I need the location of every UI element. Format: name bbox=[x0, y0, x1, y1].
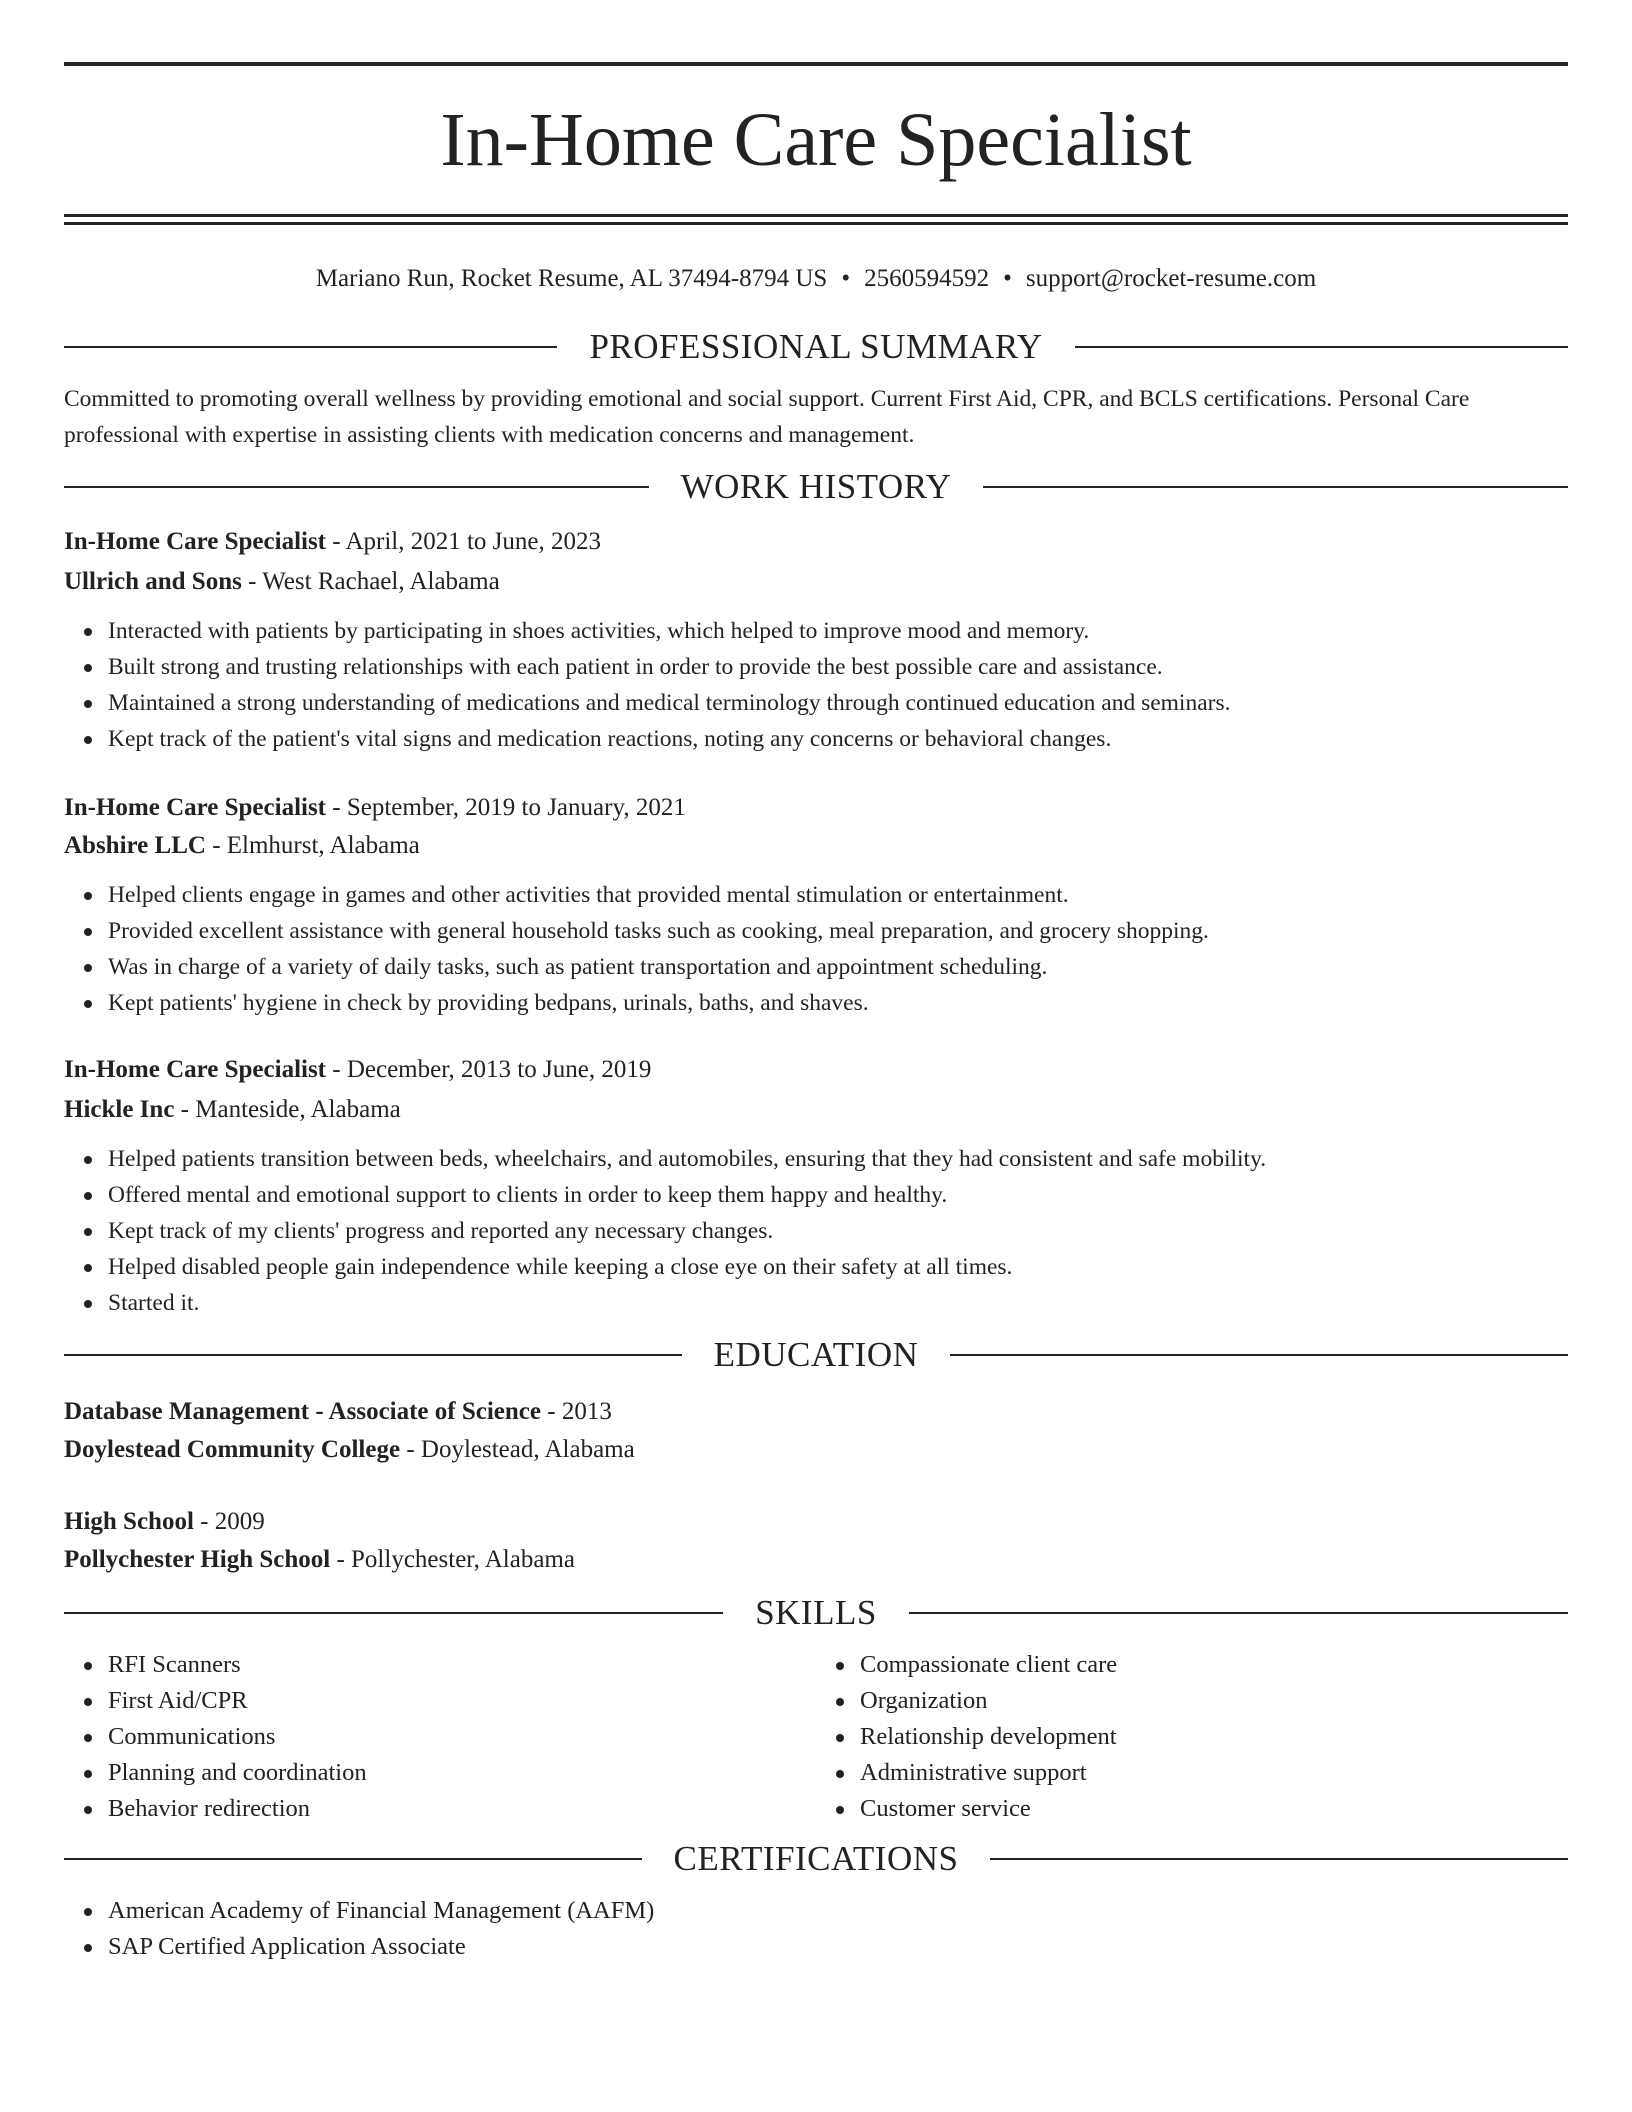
heading-rule-right bbox=[1075, 346, 1568, 348]
section-heading-education bbox=[64, 1333, 1568, 1377]
job-title: In-Home Care Specialist bbox=[64, 528, 327, 555]
job-dates: - December, 2013 to June, 2019 bbox=[326, 1056, 652, 1083]
degree-name: Database Management - Associate of Science bbox=[64, 1398, 541, 1425]
list-item: Relationship development bbox=[860, 1719, 1568, 1755]
section-title: EDUCATION bbox=[713, 1335, 919, 1374]
job-entry bbox=[64, 789, 1568, 1021]
job-duties-list bbox=[64, 613, 1568, 757]
school-location: - Doylestead, Alabama bbox=[400, 1436, 635, 1463]
list-item: American Academy of Financial Management (AAFM) bbox=[108, 1893, 1568, 1929]
list-item: Kept track of the patient's vital signs and medication reactions, noting any concerns or behavioral changes. bbox=[108, 721, 1568, 757]
section-title: WORK HISTORY bbox=[680, 467, 952, 506]
list-item: Started it. bbox=[108, 1285, 1568, 1321]
heading-rule-left bbox=[64, 1612, 723, 1614]
skills-grid bbox=[64, 1647, 1568, 1827]
list-item: Offered mental and emotional support to clients in order to keep them happy and healthy. bbox=[108, 1177, 1568, 1213]
job-title: In-Home Care Specialist bbox=[64, 1056, 327, 1083]
heading-rule-left bbox=[64, 346, 557, 348]
job-company: Abshire LLC bbox=[64, 832, 206, 859]
section-heading-summary bbox=[64, 325, 1568, 369]
title-double-rule bbox=[64, 214, 1568, 225]
list-item: Kept patients' hygiene in check by providing bedpans, urinals, baths, and shaves. bbox=[108, 985, 1568, 1021]
summary-text: Committed to promoting overall wellness by providing emotional and social support. Current First Aid, CPR, and BCLS certifications. Personal Care professional with expertise in assisting clients with medication concerns and management. bbox=[64, 386, 1470, 448]
job-entry bbox=[64, 523, 1568, 757]
job-dates: - April, 2021 to June, 2023 bbox=[326, 528, 602, 555]
section-heading-certifications bbox=[64, 1837, 1568, 1881]
contact-line bbox=[64, 263, 1568, 295]
list-item: Maintained a strong understanding of medications and medical terminology through continued education and seminars. bbox=[108, 685, 1568, 721]
section-title: SKILLS bbox=[755, 1593, 877, 1632]
certifications-list bbox=[64, 1893, 1568, 1965]
certifications-block bbox=[64, 1893, 1568, 1965]
job-duties-list bbox=[64, 877, 1568, 1021]
job-location: - Elmhurst, Alabama bbox=[205, 832, 420, 859]
heading-rule-right bbox=[990, 1858, 1568, 1860]
job-location: - West Rachael, Alabama bbox=[241, 568, 500, 595]
list-item: Compassionate client care bbox=[860, 1647, 1568, 1683]
education-entry bbox=[64, 1503, 1568, 1579]
job-duties-list bbox=[64, 1141, 1568, 1321]
job-company: Ullrich and Sons bbox=[64, 568, 242, 595]
list-item: Helped clients engage in games and other activities that provided mental stimulation or entertainment. bbox=[108, 877, 1568, 913]
job-company-line bbox=[64, 1091, 1568, 1129]
list-item: Administrative support bbox=[860, 1755, 1568, 1791]
list-item: Helped patients transition between beds, wheelchairs, and automobiles, ensuring that they had consistent and safe mobility. bbox=[108, 1141, 1568, 1177]
list-item: RFI Scanners bbox=[108, 1647, 816, 1683]
list-item: First Aid/CPR bbox=[108, 1683, 816, 1719]
degree-year: - 2009 bbox=[193, 1508, 265, 1535]
job-dates: - September, 2019 to January, 2021 bbox=[326, 794, 686, 821]
job-title-line bbox=[64, 523, 1568, 561]
section-title: PROFESSIONAL SUMMARY bbox=[589, 327, 1043, 366]
school-line bbox=[64, 1541, 1568, 1579]
degree-line bbox=[64, 1503, 1568, 1541]
school-line bbox=[64, 1431, 1568, 1469]
heading-rule-left bbox=[64, 486, 649, 488]
contact-separator: • bbox=[1003, 265, 1012, 292]
job-company: Hickle Inc bbox=[64, 1096, 175, 1123]
list-item: Communications bbox=[108, 1719, 816, 1755]
job-company-line bbox=[64, 563, 1568, 601]
list-item: Was in charge of a variety of daily tasks, such as patient transportation and appointment scheduling. bbox=[108, 949, 1568, 985]
job-location: - Manteside, Alabama bbox=[174, 1096, 401, 1123]
skills-list-left bbox=[64, 1647, 816, 1827]
degree-line bbox=[64, 1393, 1568, 1431]
job-entry bbox=[64, 1051, 1568, 1321]
heading-rule-right bbox=[950, 1354, 1568, 1356]
job-title-line bbox=[64, 1051, 1568, 1089]
section-heading-work-history bbox=[64, 465, 1568, 509]
education-entry bbox=[64, 1393, 1568, 1469]
resume-title: In-Home Care Specialist bbox=[440, 98, 1192, 182]
job-title-line bbox=[64, 789, 1568, 827]
list-item: Built strong and trusting relationships with each patient in order to provide the best possible care and assistance. bbox=[108, 649, 1568, 685]
heading-rule-left bbox=[64, 1858, 642, 1860]
list-item: Interacted with patients by participating in shoes activities, which helped to improve mood and memory. bbox=[108, 613, 1568, 649]
list-item: SAP Certified Application Associate bbox=[108, 1929, 1568, 1965]
school-location: - Pollychester, Alabama bbox=[330, 1546, 575, 1573]
top-rule bbox=[64, 62, 1568, 66]
list-item: Behavior redirection bbox=[108, 1791, 816, 1827]
school-name: Pollychester High School bbox=[64, 1546, 331, 1573]
school-name: Doylestead Community College bbox=[64, 1436, 401, 1463]
heading-rule-left bbox=[64, 1354, 682, 1356]
list-item: Helped disabled people gain independence while keeping a close eye on their safety at all times. bbox=[108, 1249, 1568, 1285]
contact-phone: 2560594592 bbox=[864, 265, 990, 292]
skills-list-right bbox=[816, 1647, 1568, 1827]
contact-separator: • bbox=[841, 265, 851, 292]
list-item: Kept track of my clients' progress and reported any necessary changes. bbox=[108, 1213, 1568, 1249]
job-company-line bbox=[64, 827, 1568, 865]
heading-rule-right bbox=[909, 1612, 1568, 1614]
degree-name: High School bbox=[64, 1508, 194, 1535]
contact-email: support@rocket-resume.com bbox=[1025, 265, 1317, 292]
contact-address: Mariano Run, Rocket Resume, AL 37494-8794 US bbox=[315, 265, 828, 292]
list-item: Provided excellent assistance with general household tasks such as cooking, meal preparation, and grocery shopping. bbox=[108, 913, 1568, 949]
list-item: Organization bbox=[860, 1683, 1568, 1719]
heading-rule-right bbox=[983, 486, 1568, 488]
list-item: Planning and coordination bbox=[108, 1755, 816, 1791]
job-title: In-Home Care Specialist bbox=[64, 794, 327, 821]
list-item: Customer service bbox=[860, 1791, 1568, 1827]
degree-year: - 2013 bbox=[541, 1398, 612, 1425]
section-heading-skills bbox=[64, 1591, 1568, 1635]
section-title: CERTIFICATIONS bbox=[673, 1839, 959, 1878]
